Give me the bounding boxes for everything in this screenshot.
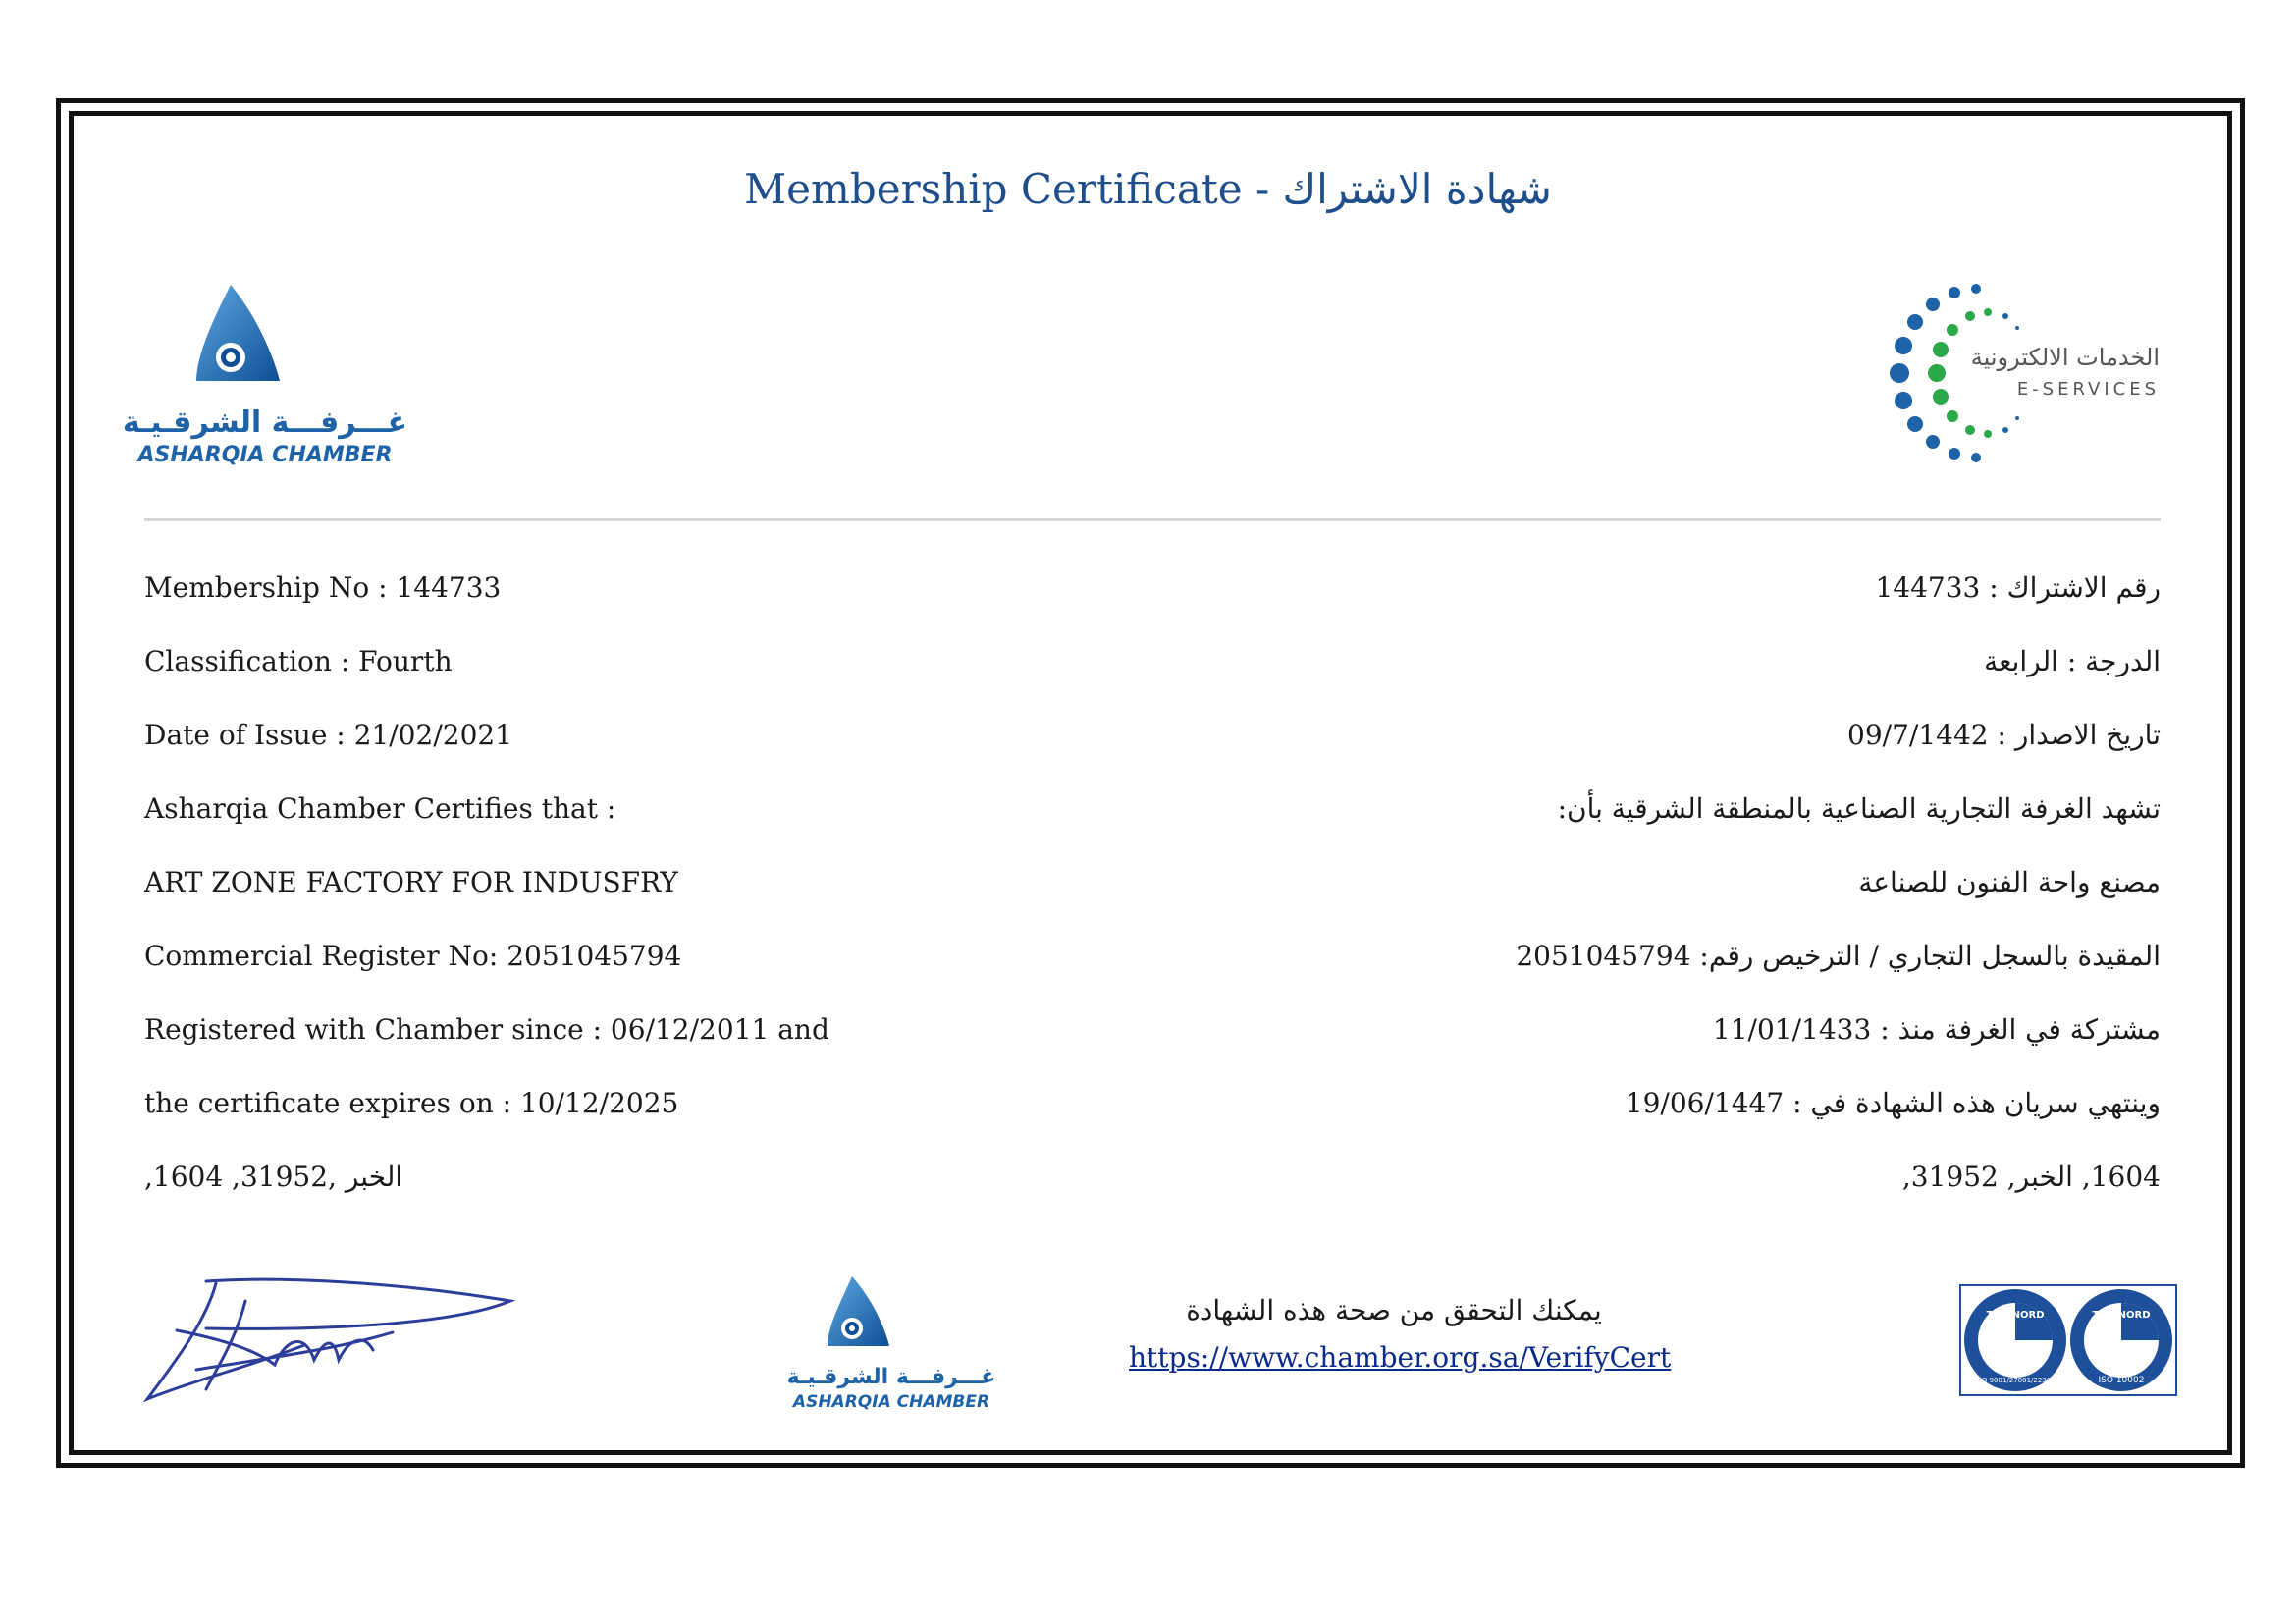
signature: [137, 1271, 530, 1419]
company-name-ar: مصنع واحة الفنون للصناعة: [1858, 866, 2161, 898]
asharqia-english-text-small: ASHARQIA CHAMBER: [792, 1392, 990, 1412]
membership-no-en: Membership No : 144733: [144, 571, 502, 604]
certificate-title: Membership Certificate - شهادة الاشتراك: [744, 165, 1552, 213]
company-name-en: ART ZONE FACTORY FOR INDUSFRY: [144, 866, 678, 898]
asharqia-arabic-text: غـــرفـــة الشرقـيـة: [122, 406, 408, 440]
asharqia-english-text: ASHARQIA CHAMBER: [137, 443, 393, 467]
iso-certification-badge: [1959, 1284, 2177, 1396]
membership-no-ar: رقم الاشتراك : 144733: [1875, 571, 2161, 604]
tuv-text-left: TÜV NORD: [1986, 1310, 2045, 1321]
certifies-en: Asharqia Chamber Certifies that :: [144, 792, 616, 825]
tuv-text-right: TÜV NORD: [2092, 1310, 2151, 1321]
header-divider: [144, 518, 2161, 521]
verify-link[interactable]: https://www.chamber.org.sa/VerifyCert: [1129, 1341, 1672, 1374]
expires-on-ar: وينتهي سريان هذه الشهادة في : 19/06/1447: [1625, 1087, 2161, 1119]
verify-text: يمكنك التحقق من صحة هذه الشهادة: [1186, 1294, 1602, 1326]
certifies-ar: تشهد الغرفة التجارية الصناعية بالمنطقة الشرقية بأن:: [1557, 792, 2161, 825]
iso-right-seal: [2070, 1289, 2172, 1391]
address-en: ,1604 ,الخبر ,31952: [144, 1161, 403, 1193]
commercial-register-ar: المقيدة بالسجل التجاري / الترخيص رقم: 2051045794: [1516, 940, 2161, 972]
registered-since-en: Registered with Chamber since : 06/12/2011 and: [144, 1013, 829, 1046]
classification-ar: الدرجة : الرابعة: [1984, 645, 2161, 677]
date-of-issue-ar: تاريخ الاصدار : 09/7/1442: [1847, 719, 2161, 751]
address-ar: 1604, الخبر, 31952,: [1901, 1161, 2161, 1193]
expires-on-en: the certificate expires on : 10/12/2025: [144, 1087, 679, 1119]
commercial-register-en: Commercial Register No: 2051045794: [144, 940, 682, 972]
asharqia-arabic-text-small: غـــرفـــة الشرقـيـة: [786, 1365, 996, 1389]
e-services-arabic-text: الخدمات الالكترونية: [1970, 344, 2160, 371]
asharqia-chamber-logo: [122, 275, 422, 481]
e-services-logo: [1880, 275, 2174, 471]
registered-since-ar: مشتركة في الغرفة منذ : 11/01/1433: [1712, 1013, 2161, 1046]
date-of-issue-en: Date of Issue : 21/02/2021: [144, 719, 513, 751]
classification-en: Classification : Fourth: [144, 645, 453, 677]
e-services-english-text: E-SERVICES: [2016, 379, 2160, 400]
iso-left-seal: [1964, 1289, 2066, 1391]
iso-right-text: ISO 10002: [2098, 1376, 2145, 1385]
iso-left-text: ISO 9001/27001/22301: [1975, 1377, 2056, 1384]
asharqia-chamber-logo-small: [786, 1271, 999, 1419]
